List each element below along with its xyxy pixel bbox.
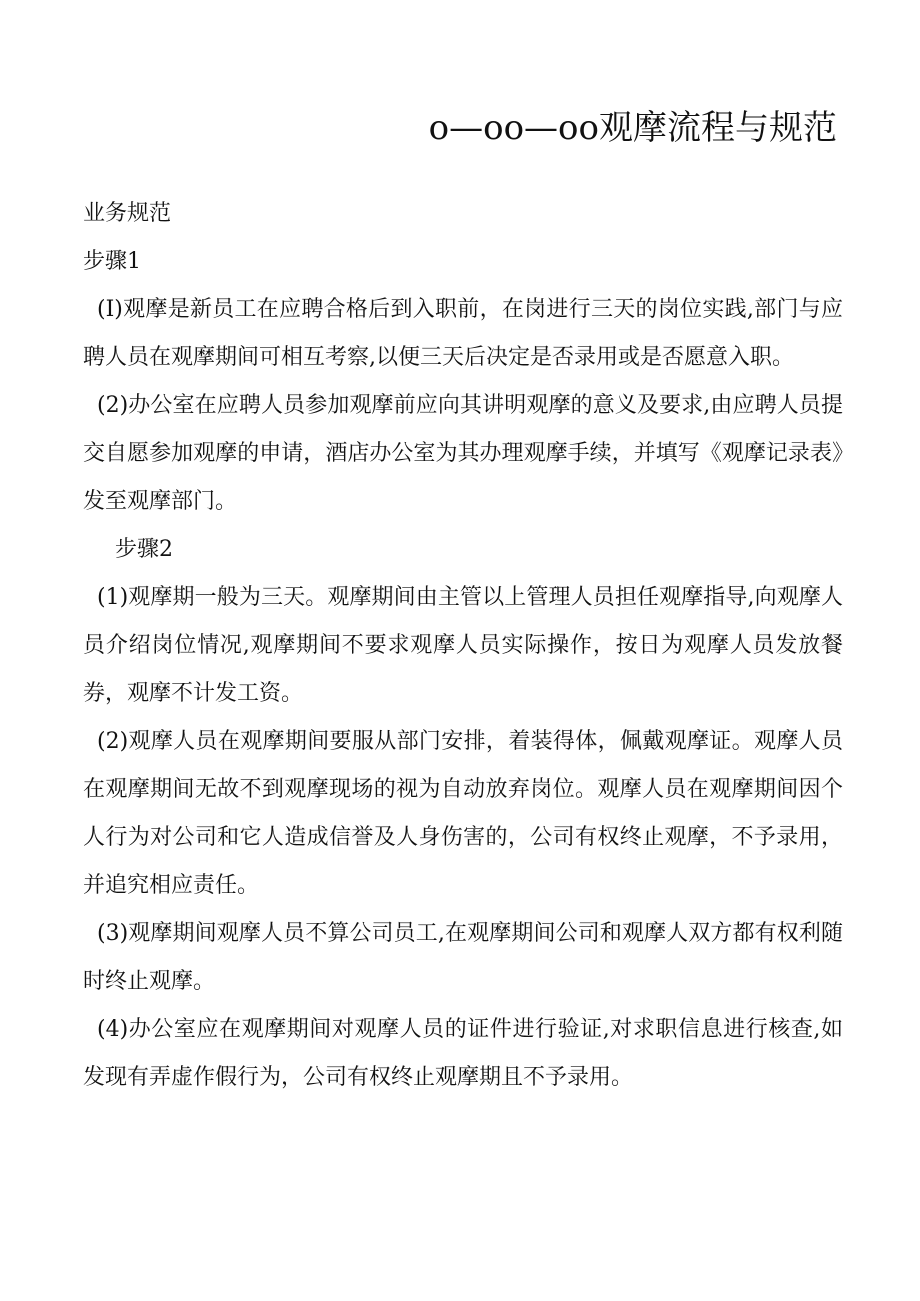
document-title: o—oo—oo观摩流程与规范 xyxy=(428,108,837,148)
step2-heading: 步骤2 xyxy=(115,537,173,562)
step1-item: (I)观摩是新员工在应聘合格后到入职前，在岗进行三天的岗位实践,部门与应聘人员在观摩期间可相互考察,以便三天后决定是否录用或是否愿意入职。 xyxy=(83,297,843,370)
step2-item: (1)观摩期一般为三天。观摩期间由主管以上管理人员担任观摩指导,向观摩人员介绍岗位情况,观摩期间不要求观摩人员实际操作，按日为观摩人员发放餐券，观摩不计发工资。 xyxy=(83,585,843,706)
step2-item: (3)观摩期间观摩人员不算公司员工,在观摩期间公司和观摩人双方都有权利随时终止观摩。 xyxy=(83,921,843,994)
section-heading: 业务规范 xyxy=(83,201,172,226)
step2-item: (2)观摩人员在观摩期间要服从部门安排，着装得体，佩戴观摩证。观摩人员在观摩期间无故不到观摩现场的视为自动放弃岗位。观摩人员在观摩期间因个人行为对公司和它人造成信誉及人身伤害的，公司有权终止观摩，不予录用，并追究相应责任。 xyxy=(83,729,843,898)
step1-heading: 步骤1 xyxy=(83,249,141,274)
step1-item: (2)办公室在应聘人员参加观摩前应向其讲明观摩的意义及要求,由应聘人员提交自愿参加观摩的申请，酒店办公室为其办理观摩手续，并填写《观摩记录表》发至观摩部门。 xyxy=(83,393,843,514)
step2-item: (4)办公室应在观摩期间对观摩人员的证件进行验证,对求职信息进行核查,如发现有弄虚作假行为，公司有权终止观摩期且不予录用。 xyxy=(83,1017,843,1090)
document-body xyxy=(83,190,843,1102)
